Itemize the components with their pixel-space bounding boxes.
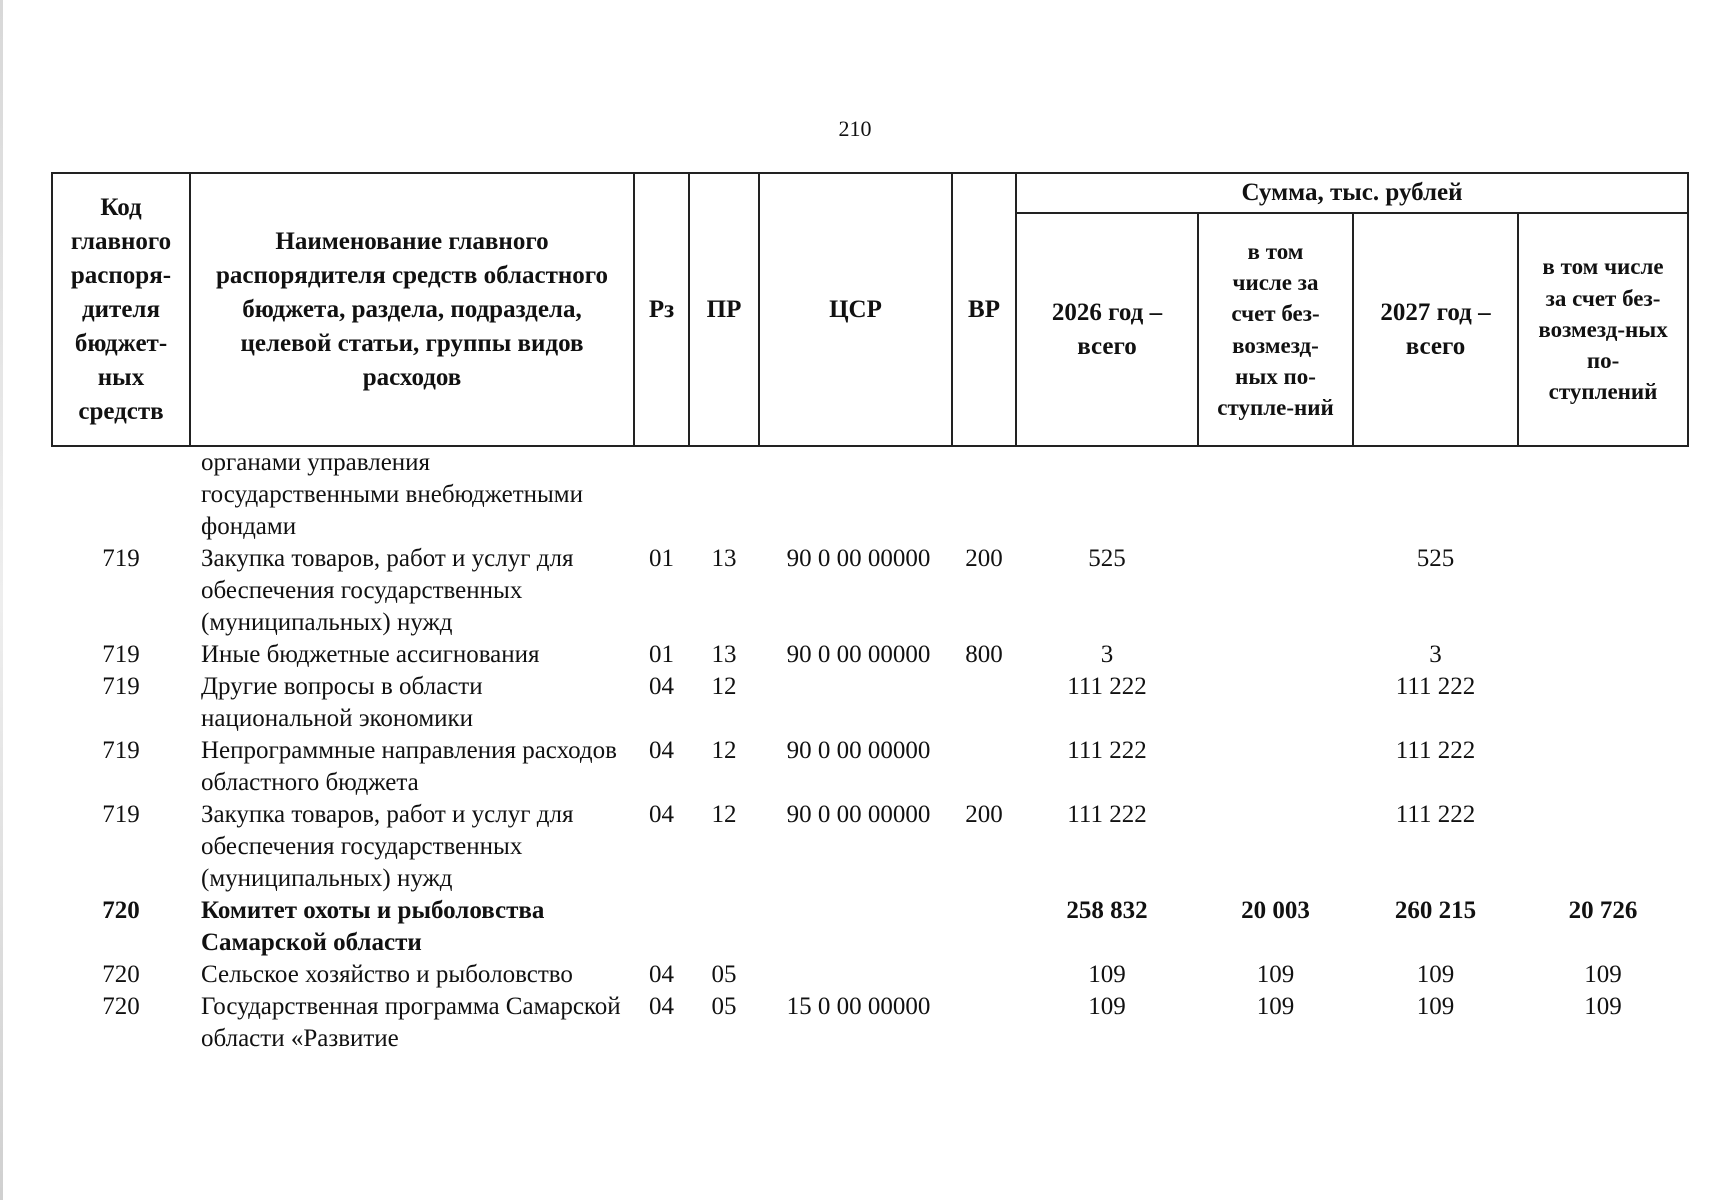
cell-rz: 04 [649, 673, 674, 700]
cell-name: Закупка товаров, работ и услуг для обеспечения государственных (муниципальных) нужд [201, 545, 574, 636]
header-2027-gratuitous: в том числе за счет без-возмезд-ных по-ступлений [1518, 213, 1688, 446]
scan-edge [0, 0, 3, 1200]
table-row [52, 991, 1688, 1055]
cell-2026-gratuitous [1198, 735, 1353, 799]
header-2026-gratuitous: в том числе за счет без-возмезд-ных по-ступле-ний [1198, 213, 1353, 446]
cell-csr: 90 0 00 00000 [786, 737, 931, 764]
cell-2027-gratuitous [1518, 543, 1688, 639]
cell-csr [759, 895, 952, 959]
cell-name: Государственная программа Самарской области «Развитие [201, 993, 621, 1052]
cell-2027-total: 3 [1429, 641, 1442, 668]
cell-csr: 90 0 00 00000 [786, 801, 931, 828]
cell-code: 719 [102, 545, 140, 572]
cell-2027-total: 260 215 [1394, 897, 1477, 924]
page-number: 210 [838, 116, 872, 141]
cell-2027-total [1353, 446, 1518, 543]
cell-2027-gratuitous [1518, 639, 1688, 671]
cell-2026-total: 111 222 [1067, 801, 1147, 828]
cell-pr: 12 [711, 673, 737, 700]
cell-2026-gratuitous [1198, 799, 1353, 895]
header-2026-total: 2026 год – всего [1016, 213, 1198, 446]
header-rz: Рз [634, 173, 689, 446]
cell-csr [759, 959, 952, 991]
cell-2027-total: 111 222 [1395, 801, 1476, 828]
cell-rz: 04 [649, 801, 674, 828]
cell-csr [759, 671, 952, 735]
cell-2027-gratuitous [1518, 446, 1688, 543]
cell-2026-total: 109 [1088, 993, 1126, 1020]
cell-2027-total: 109 [1416, 961, 1455, 988]
cell-2027-gratuitous: 109 [1584, 993, 1622, 1020]
cell-vr: 200 [965, 801, 1003, 828]
cell-2026-gratuitous [1198, 446, 1353, 543]
cell-rz: 01 [649, 545, 674, 572]
cell-csr: 15 0 00 00000 [786, 993, 931, 1020]
cell-2026-total: 109 [1088, 961, 1126, 988]
cell-2027-gratuitous [1518, 735, 1688, 799]
cell-pr: 12 [711, 801, 737, 828]
table-row [52, 959, 1688, 991]
header-2027-total: 2027 год – всего [1353, 213, 1518, 446]
cell-code: 719 [102, 801, 140, 828]
cell-csr: 90 0 00 00000 [786, 641, 931, 668]
table-row [52, 639, 1688, 671]
cell-code: 720 [102, 993, 140, 1020]
cell-2027-total: 109 [1416, 993, 1455, 1020]
table-row [52, 543, 1688, 639]
cell-code: 720 [102, 897, 140, 924]
cell-name: Сельское хозяйство и рыболовство [201, 961, 573, 988]
budget-table [51, 172, 1689, 1055]
cell-vr [952, 735, 1016, 799]
cell-pr: 05 [711, 993, 737, 1020]
cell-2027-total: 525 [1416, 545, 1455, 572]
cell-vr: 800 [965, 641, 1003, 668]
cell-rz: 04 [649, 993, 674, 1020]
header-code: Код главного распоря-дителя бюджет-ных средств [52, 173, 190, 446]
cell-csr: 90 0 00 00000 [786, 545, 931, 572]
cell-vr [952, 895, 1016, 959]
header-csr: ЦСР [759, 173, 952, 446]
cell-2027-total: 111 222 [1395, 673, 1476, 700]
cell-2026-total: 258 832 [1066, 897, 1148, 924]
cell-rz: 04 [649, 961, 674, 988]
table-row [52, 895, 1688, 959]
cell-code [52, 446, 190, 543]
cell-vr [952, 671, 1016, 735]
cell-2026-total [1016, 446, 1198, 543]
cell-code: 720 [102, 961, 140, 988]
cell-vr [952, 991, 1016, 1055]
header-sum: Сумма, тыс. рублей [1016, 173, 1688, 213]
cell-2027-gratuitous [1518, 671, 1688, 735]
cell-2027-total: 111 222 [1395, 737, 1476, 764]
table-row [52, 799, 1688, 895]
cell-vr [952, 959, 1016, 991]
header-vr: ВР [952, 173, 1016, 446]
cell-rz: 01 [649, 641, 674, 668]
cell-2026-gratuitous: 109 [1256, 961, 1295, 988]
header-pr: ПР [689, 173, 759, 446]
cell-2026-total: 111 222 [1067, 673, 1147, 700]
cell-pr: 12 [711, 737, 737, 764]
cell-name: Непрограммные направления расходов областного бюджета [201, 737, 617, 796]
cell-2027-gratuitous: 109 [1584, 961, 1622, 988]
cell-rz [634, 446, 689, 543]
table-header [52, 173, 1688, 446]
cell-name: Закупка товаров, работ и услуг для обеспечения государственных (муниципальных) нужд [201, 801, 574, 892]
cell-pr [689, 446, 759, 543]
cell-code: 719 [102, 673, 140, 700]
cell-2026-gratuitous: 20 003 [1241, 897, 1310, 924]
cell-2027-gratuitous [1518, 799, 1688, 895]
cell-name: Иные бюджетные ассигнования [201, 641, 540, 668]
cell-vr [952, 446, 1016, 543]
cell-2026-total: 3 [1100, 641, 1114, 668]
cell-pr [689, 895, 759, 959]
header-name: Наименование главного распорядителя средств областного бюджета, раздела, подраздела, целевой статьи, группы видов расходов [190, 173, 634, 446]
table-body [52, 446, 1688, 1055]
table-row [52, 735, 1688, 799]
cell-2027-gratuitous: 20 726 [1568, 897, 1638, 924]
cell-2026-total: 111 222 [1067, 737, 1147, 764]
cell-csr [759, 446, 952, 543]
cell-2026-gratuitous: 109 [1256, 993, 1295, 1020]
cell-pr: 13 [711, 545, 737, 572]
table-row [52, 671, 1688, 735]
table-row [52, 446, 1688, 543]
cell-code: 719 [102, 737, 140, 764]
cell-vr: 200 [965, 545, 1003, 572]
cell-pr: 05 [711, 961, 737, 988]
cell-2026-gratuitous [1198, 671, 1353, 735]
cell-2026-total: 525 [1088, 545, 1126, 572]
cell-2026-gratuitous [1198, 543, 1353, 639]
cell-name: Другие вопросы в области национальной экономики [201, 673, 483, 732]
cell-rz: 04 [649, 737, 674, 764]
cell-pr: 13 [711, 641, 737, 668]
cell-name: органами управления государственными внебюджетными фондами [201, 449, 584, 540]
cell-code: 719 [102, 641, 140, 668]
cell-rz [634, 895, 689, 959]
cell-2026-gratuitous [1198, 639, 1353, 671]
cell-name: Комитет охоты и рыболовства Самарской области [201, 897, 545, 956]
